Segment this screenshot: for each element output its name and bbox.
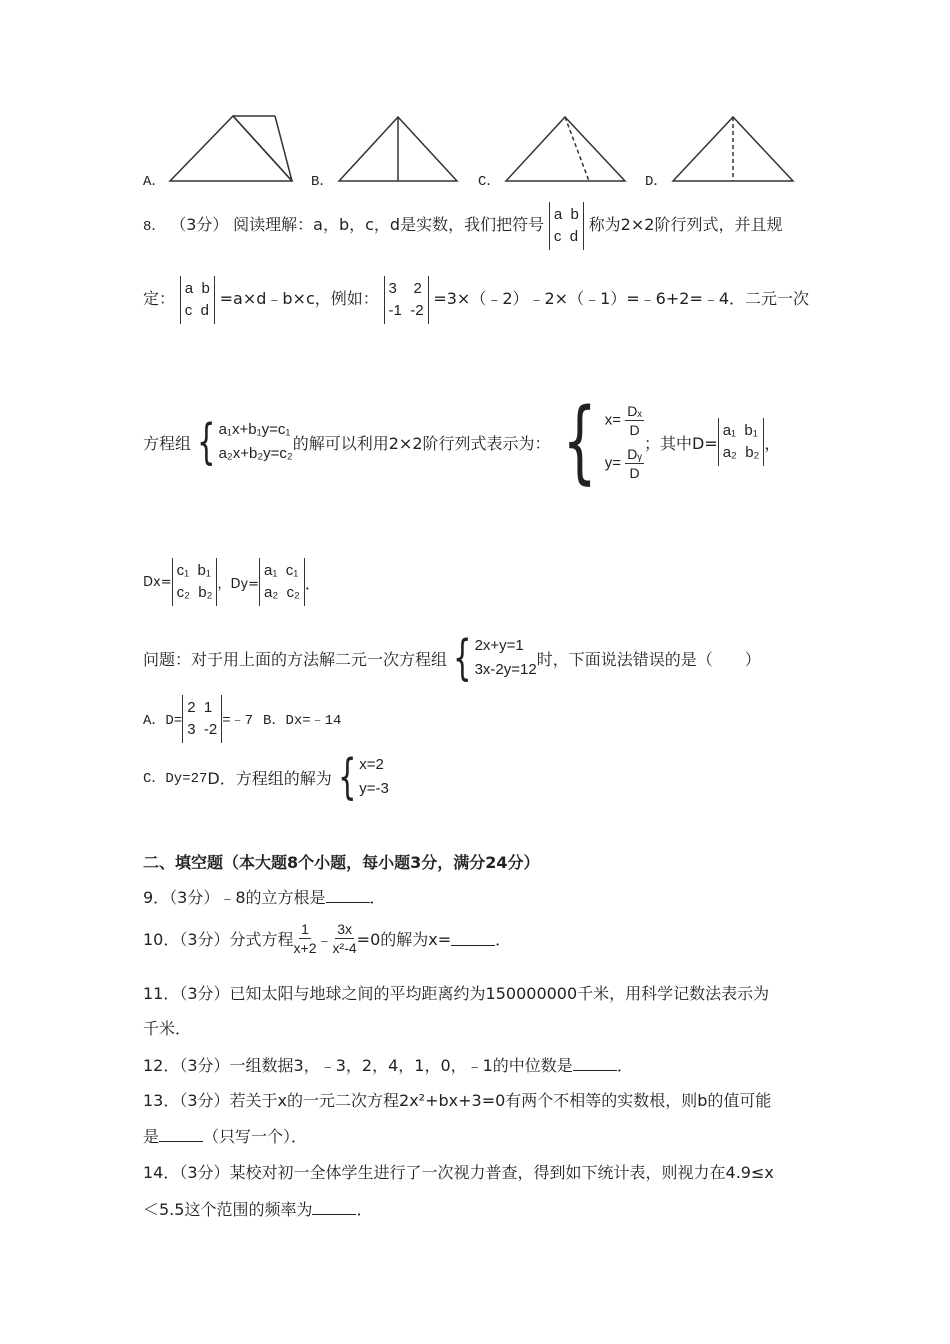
solution-x-lhs: x= <box>604 411 622 429</box>
q8-dx-determinant <box>172 558 218 606</box>
det-row: a₂ b₂ <box>722 444 760 461</box>
left-brace: { <box>197 414 216 470</box>
q14-line2-text: ＜5.5这个范围的频率为 <box>143 1200 313 1219</box>
q9-line <box>143 885 386 908</box>
system-row: a₁x+b₁y=c₁ <box>218 421 291 438</box>
q8-system-mid: 的解可以利用2×2阶行列式表示为： <box>292 433 551 453</box>
q10-minus: ﹣ <box>316 930 333 949</box>
system-row: 2x+y=1 <box>474 637 524 654</box>
q8-question-line <box>143 630 761 686</box>
det-row: a₁ b₁ <box>722 422 758 439</box>
system-row: y=-3 <box>359 780 389 797</box>
q8-dy-determinant <box>259 558 305 606</box>
solution-y-lhs: y= <box>604 454 622 472</box>
fraction-denominator: D <box>629 465 640 481</box>
q8-line1 <box>143 202 782 250</box>
det-row: 2 1 <box>187 699 213 716</box>
q14-line1: 14．（3分）某校对初一全体学生进行了一次视力普查，得到如下统计表，则视力在4.9≤x <box>143 1163 774 1182</box>
q11-line1: 11．（3分）已知太阳与地球之间的平均距离约为150000000千米，用科学记数法表示为 <box>143 984 770 1003</box>
q10-fraction-2 <box>333 920 357 957</box>
q14-line2 <box>143 1197 372 1220</box>
fraction-denominator: x+2 <box>293 940 317 956</box>
q8-number: 8． <box>143 219 166 235</box>
triangle-figures <box>0 0 950 200</box>
det-row: -1 -2 <box>388 302 424 319</box>
answer-blank <box>159 1127 203 1142</box>
figure-c-label: C． <box>478 174 501 190</box>
q9-text: 9．（3分）﹣8的立方根是 <box>143 888 326 907</box>
q13-line1: 13．（3分）若关于x的一元二次方程2x²+bx+3=0有两个不相等的实数根，则b的值可能 <box>143 1091 772 1110</box>
q8-option-a-tail: =﹣7 <box>222 713 254 729</box>
left-brace: { <box>337 749 357 805</box>
q12-tail: ． <box>616 1056 633 1075</box>
q12-text: 12．（3分）一组数据3，﹣3，2，4，1，0，﹣1的中位数是 <box>143 1056 573 1075</box>
q10-line <box>143 920 511 957</box>
q8-intro: 阅读理解：a，b，c，d是实数，我们把符号 <box>233 215 545 234</box>
q10-lead: 10．（3分）分式方程 <box>143 930 294 949</box>
det-row: a b <box>553 206 579 223</box>
q10-end: ． <box>495 930 512 949</box>
q8-solution-formula <box>551 389 644 494</box>
figure-c-triangle <box>506 117 625 181</box>
det-row: c₁ b₁ <box>176 562 211 579</box>
q13-line2 <box>143 1124 307 1147</box>
q8-d-tail: ， <box>764 433 781 453</box>
q8-def-formula: =a×d﹣b×c，例如： <box>219 289 379 308</box>
fraction-numerator: 1 <box>301 921 309 937</box>
det-row: a₂ c₂ <box>264 584 300 601</box>
det-row: c d <box>184 302 209 319</box>
q8-where-text: ；其中D= <box>643 433 718 453</box>
answer-blank <box>451 931 495 946</box>
solution-x-row <box>605 402 644 439</box>
q8-options-ab <box>143 695 341 743</box>
q10-fraction-1 <box>294 920 317 957</box>
q8-question-lead: 问题：对于用上面的方法解二元一次方程组 <box>143 649 448 669</box>
answer-blank <box>312 1200 356 1215</box>
det-row: a b <box>184 280 210 297</box>
figure-a-triangle <box>170 116 292 181</box>
figure-a-label: A． <box>143 174 166 190</box>
q8-option-a-determinant <box>182 695 222 743</box>
q8-symbol-determinant <box>549 202 584 250</box>
answer-blank <box>573 1056 617 1071</box>
system-row: a₂x+b₂y=c₂ <box>218 445 293 462</box>
q8-question-tail: 时，下面说法错误的是（ ） <box>536 649 761 669</box>
q14-tail: ． <box>356 1200 373 1219</box>
det-row: 3 2 <box>388 280 422 297</box>
det-row: 3 -2 <box>187 721 218 738</box>
q8-option-c: C．Dy=27 <box>143 771 208 787</box>
fraction-numerator: Dₓ <box>627 403 642 419</box>
q10-tail: =0的解为x= <box>356 930 452 949</box>
q8-def-determinant <box>180 276 215 324</box>
det-row: c₂ b₂ <box>176 584 213 601</box>
q8-system-lead: 方程组 <box>143 433 192 453</box>
q8-score: （3分） <box>170 215 229 234</box>
figure-b-triangle <box>339 117 457 181</box>
q8-example-calc: =3×（﹣2）﹣2×（﹣1）=﹣6+2=﹣4．二元一次 <box>433 289 810 308</box>
q8-question-system <box>447 630 537 686</box>
fraction-numerator: 3x <box>337 921 352 937</box>
q8-dy-tail: ． <box>304 573 321 593</box>
q9-tail: ． <box>369 888 386 907</box>
solution-y-fraction <box>625 445 644 482</box>
left-brace: { <box>453 630 472 686</box>
section-2-heading: 二、填空题（本大题8个小题，每小题3分，满分24分） <box>143 853 540 872</box>
q8-option-d-lead: D．方程组的解为 <box>207 768 332 788</box>
q8-line3 <box>143 389 781 494</box>
system-row: 3x-2y=12 <box>474 661 537 678</box>
q8-example-determinant <box>384 276 429 324</box>
fraction-denominator: D <box>629 422 640 438</box>
figure-d-triangle <box>673 117 793 181</box>
q8-def-lead: 定： <box>143 289 176 308</box>
fraction-numerator: Dᵧ <box>627 446 642 462</box>
q8-option-a-lead: A．D= <box>143 713 183 729</box>
figure-d-label: D． <box>645 174 668 190</box>
q8-dx-label: Dx= <box>143 574 172 590</box>
q13-line2-lead: 是 <box>143 1127 160 1146</box>
det-row: a₁ c₁ <box>264 562 299 579</box>
q8-option-b: B．Dx=﹣14 <box>263 713 342 729</box>
q8-option-d-system <box>332 749 389 805</box>
det-row: c d <box>553 228 579 245</box>
system-row: x=2 <box>359 756 384 773</box>
q8-line2 <box>143 276 809 324</box>
q8-line4 <box>143 558 321 606</box>
fraction-denominator: x²-4 <box>332 940 357 956</box>
solution-y-row <box>605 445 644 482</box>
q8-intro-tail: 称为2×2阶行列式，并且规 <box>588 215 783 234</box>
q8-options-cd <box>143 749 389 805</box>
answer-blank <box>326 888 370 903</box>
figure-b-label: B． <box>311 174 334 190</box>
q8-d-determinant <box>718 418 765 466</box>
q12-line <box>143 1053 633 1076</box>
q8-general-system <box>191 414 293 470</box>
solution-x-fraction <box>625 402 644 439</box>
q8-dy-label: ，Dy= <box>217 576 260 592</box>
left-brace: { <box>561 389 597 494</box>
q11-line2: 千米． <box>143 1019 192 1038</box>
q13-line2-tail: （只写一个）． <box>203 1127 308 1146</box>
